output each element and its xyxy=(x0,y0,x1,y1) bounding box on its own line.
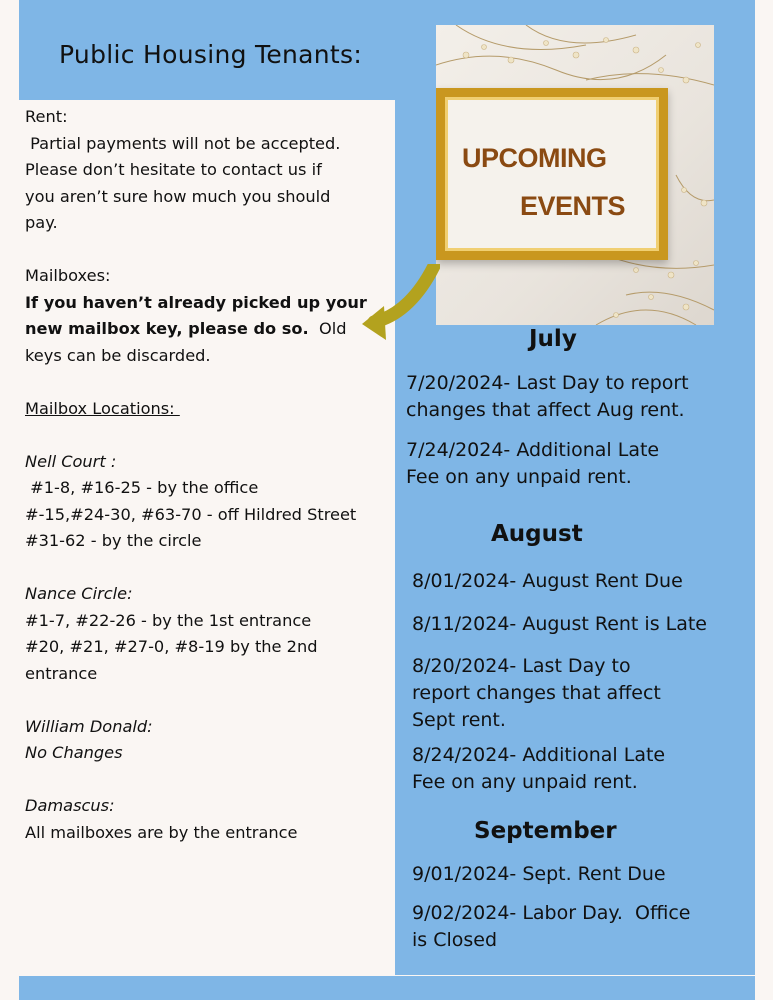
mailbox-notice-bold: If you haven’t already picked up your xyxy=(25,292,367,312)
event-line: Sept rent. xyxy=(412,709,506,731)
event-line: 7/20/2024- Last Day to report xyxy=(406,372,689,394)
rent-line: Please don’t hesitate to contact us if xyxy=(25,160,322,179)
image-word-upcoming: UPCOMING xyxy=(462,143,607,173)
mailboxes-heading: Mailboxes: xyxy=(25,266,111,285)
notices-column xyxy=(25,104,395,846)
rent-line: you aren’t sure how much you should xyxy=(25,186,331,206)
event-item xyxy=(406,437,659,491)
event-line: 9/01/2024- Sept. Rent Due xyxy=(412,863,666,885)
event-line: is Closed xyxy=(412,929,498,951)
event-line: report changes that affect xyxy=(412,682,661,704)
month-heading-july: July xyxy=(529,326,577,352)
image-word-events: EVENTS xyxy=(520,191,626,221)
event-item xyxy=(412,742,665,796)
mailbox-locations-heading: Mailbox Locations: xyxy=(25,398,180,418)
month-heading-september: September xyxy=(474,818,617,844)
event-item xyxy=(412,653,661,734)
location-line: #1-7, #22-26 - by the 1st entrance xyxy=(25,610,312,630)
event-item xyxy=(412,861,666,888)
rent-line: pay. xyxy=(25,213,58,232)
event-line: 9/02/2024- Labor Day. Office xyxy=(412,902,691,924)
upcoming-events-image xyxy=(436,25,714,325)
location-title-william-donald: William Donald: xyxy=(25,716,153,736)
event-line: Fee on any unpaid rent. xyxy=(406,466,632,488)
location-line: #20, #21, #27-0, #8-19 by the 2nd xyxy=(25,637,318,656)
event-line: 8/24/2024- Additional Late xyxy=(412,744,666,766)
bottom-band xyxy=(19,976,755,1000)
location-title-damascus: Damascus: xyxy=(25,796,115,815)
event-item xyxy=(412,568,683,595)
page-margin-right xyxy=(755,0,773,1000)
mailbox-notice-text: Old xyxy=(308,319,347,338)
event-item xyxy=(412,900,690,954)
location-line: All mailboxes are by the entrance xyxy=(25,822,298,842)
event-line: 8/01/2024- August Rent Due xyxy=(412,570,683,592)
rent-heading: Rent: xyxy=(25,107,68,126)
event-line: 8/11/2024- August Rent is Late xyxy=(412,613,708,635)
event-item xyxy=(412,611,707,638)
page-margin-left xyxy=(0,0,19,1000)
gold-picture-frame xyxy=(436,88,668,260)
page-title: Public Housing Tenants: xyxy=(59,40,363,69)
event-line: 8/20/2024- Last Day to xyxy=(412,655,631,677)
event-item xyxy=(406,370,689,424)
location-line: entrance xyxy=(25,663,98,683)
event-line: 7/24/2024- Additional Late xyxy=(406,439,660,461)
location-title-nell-court: Nell Court : xyxy=(25,451,117,471)
rent-line: Partial payments will not be accepted. xyxy=(25,133,341,153)
location-line: No Changes xyxy=(25,743,123,762)
location-title-nance-circle: Nance Circle: xyxy=(25,584,133,603)
mailbox-notice-bold: new mailbox key, please do so. xyxy=(25,319,309,338)
mailbox-notice-text: keys can be discarded. xyxy=(25,345,211,365)
month-heading-august: August xyxy=(491,521,583,547)
location-line: #31-62 - by the circle xyxy=(25,531,202,550)
location-line: #-15,#24-30, #63-70 - off Hildred Street xyxy=(25,504,357,524)
location-line: #1-8, #16-25 - by the office xyxy=(25,478,259,497)
event-line: Fee on any unpaid rent. xyxy=(412,771,638,793)
event-line: changes that affect Aug rent. xyxy=(406,399,685,421)
